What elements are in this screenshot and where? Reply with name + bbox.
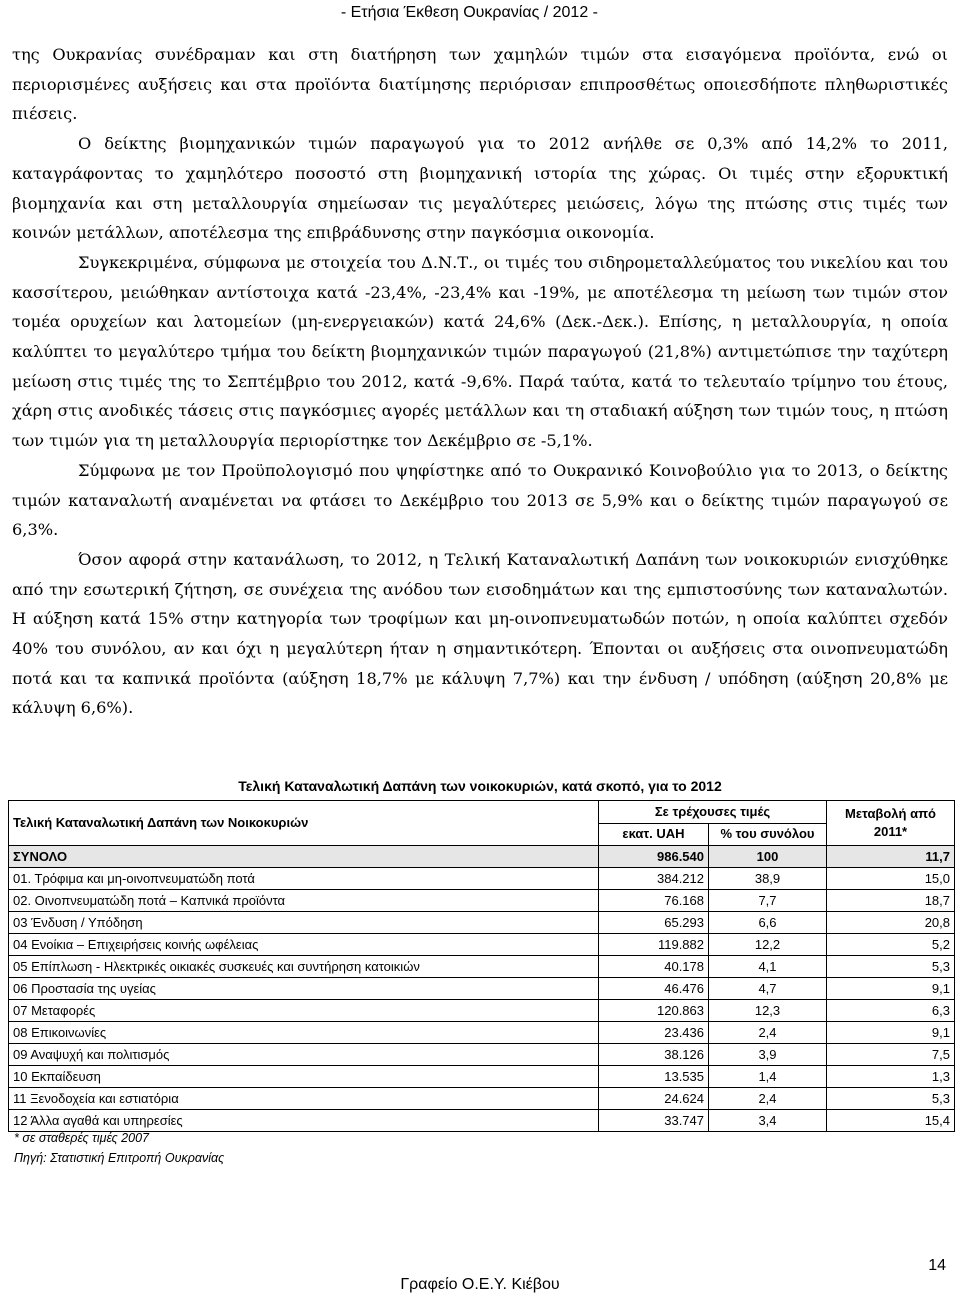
row-label: 05 Επίπλωση - Ηλεκτρικές οικιακές συσκευές και συντήρηση κατοικιών [9, 956, 599, 978]
row-uah: 23.436 [599, 1022, 709, 1044]
row-uah: 38.126 [599, 1044, 709, 1066]
table-header-change: Μεταβολή από 2011* [827, 801, 955, 846]
row-share: 12,2 [709, 934, 827, 956]
row-share: 38,9 [709, 868, 827, 890]
table-row [9, 1000, 955, 1022]
footnote-constant-prices: * σε σταθερές τιμές 2007 [14, 1131, 149, 1145]
row-change: 5,2 [827, 934, 955, 956]
row-share: 2,4 [709, 1088, 827, 1110]
row-label: 08 Επικοινωνίες [9, 1022, 599, 1044]
row-label: 09 Αναψυχή και πολιτισμός [9, 1044, 599, 1066]
row-label: 06 Προστασία της υγείας [9, 978, 599, 1000]
row-label: 01. Τρόφιμα και μη-οινοπνευματώδη ποτά [9, 868, 599, 890]
consumption-table [8, 800, 955, 1132]
table-row [9, 912, 955, 934]
row-change: 7,5 [827, 1044, 955, 1066]
row-change: 5,3 [827, 1088, 955, 1110]
table-row [9, 1110, 955, 1132]
row-share: 3,4 [709, 1110, 827, 1132]
table-total-row [9, 846, 955, 868]
row-label: 07 Μεταφορές [9, 1000, 599, 1022]
paragraph-5: Όσον αφορά στην κατανάλωση, το 2012, η Τελική Καταναλωτική Δαπάνη των νοικοκυριών ενισχύθηκε από την εσωτερική ζήτηση, σε συνέχεια της ανόδου των εισοδημάτων και της εμπιστοσύνης των καταναλωτών. Η αύξηση κατά 15% στην κατηγορία των τροφίμων και μη-οινοπνευματωδών ποτών, η οποία καλύπτει σχεδόν 40% του συνόλου, αν και όχι η μεγαλύτερη ήταν η σημαντικότερη. Έπονται οι αυξήσεις στα οινοπνευματώδη ποτά και τα καπνικά προϊόντα (αύξηση 18,7% με κάλυψη 7,7%) και την ένδυση / υπόδηση (αύξηση 20,8% με κάλυψη 6,6%). [12, 549, 948, 718]
total-label: ΣΥΝΟΛΟ [9, 846, 599, 868]
row-change: 15,0 [827, 868, 955, 890]
row-uah: 46.476 [599, 978, 709, 1000]
row-change: 15,4 [827, 1110, 955, 1132]
row-uah: 384.212 [599, 868, 709, 890]
page-footer: Γραφείο Ο.Ε.Υ. Κιέβου [400, 1276, 560, 1293]
paragraph-1: της Ουκρανίας συνέδραμαν και στη διατήρηση των χαμηλών τιμών στα εισαγόμενα προϊόντα, ενώ οι περιορισμένες αυξήσεις και στα προϊόντα διατίμησης περιόρισαν επιπροσθέτως οποιεσδήποτε πληθωριστικές πιέσεις. [12, 45, 948, 124]
page-number: 14 [928, 1257, 946, 1274]
row-change: 9,1 [827, 1022, 955, 1044]
row-uah: 24.624 [599, 1088, 709, 1110]
table-row [9, 1088, 955, 1110]
row-change: 1,3 [827, 1066, 955, 1088]
table-title: Τελική Καταναλωτική Δαπάνη των νοικοκυριών, κατά σκοπό, για το 2012 [238, 778, 722, 794]
running-header: - Ετήσια Έκθεση Ουκρανίας / 2012 - [340, 4, 598, 21]
row-uah: 65.293 [599, 912, 709, 934]
row-share: 2,4 [709, 1022, 827, 1044]
table-row [9, 868, 955, 890]
row-change: 9,1 [827, 978, 955, 1000]
paragraph-2: Ο δείκτης βιομηχανικών τιμών παραγωγού για το 2012 ανήλθε σε 0,3% από 14,2% το 2011, καταγράφοντας το χαμηλότερο ποσοστό στη βιομηχανική ιστορία της χώρας. Οι τιμές στην εξορυκτική βιομηχανία και στη μεταλλουργία σημείωσαν τις μεγαλύτερες μειώσεις, λόγω της πτώσης στις τιμές των κοινών μετάλλων, αποτέλεσμα της επιβράδυνσης στην παγκόσμια οικονομία. [12, 134, 948, 243]
total-change: 11,7 [827, 846, 955, 868]
row-share: 3,9 [709, 1044, 827, 1066]
row-change: 20,8 [827, 912, 955, 934]
table-header-uah: εκατ. UAH [599, 823, 709, 846]
table-header-share: % του συνόλου [709, 823, 827, 846]
row-uah: 13.535 [599, 1066, 709, 1088]
paragraph-4: Σύμφωνα με τον Προϋπολογισμό που ψηφίστηκε από το Ουκρανικό Κοινοβούλιο για το 2013, ο δείκτης τιμών καταναλωτή αναμένεται να φτάσει το Δεκέμβριο του 2013 σε 5,9% και ο δείκτης τιμών παραγωγού σε 6,3%. [12, 460, 948, 540]
row-label: 03 Ένδυση / Υπόδηση [9, 912, 599, 934]
row-uah: 119.882 [599, 934, 709, 956]
row-label: 04 Ενοίκια – Επιχειρήσεις κοινής ωφέλειας [9, 934, 599, 956]
total-uah: 986.540 [599, 846, 709, 868]
row-change: 18,7 [827, 890, 955, 912]
table-header-current-prices: Σε τρέχουσες τιμές [599, 801, 827, 824]
table-row [9, 890, 955, 912]
row-share: 4,1 [709, 956, 827, 978]
body-text [12, 40, 948, 723]
paragraph-3: Συγκεκριμένα, σύμφωνα με στοιχεία του Δ.Ν.Τ., οι τιμές του σιδηρομεταλλεύματος του νικελίου και του κασσίτερου, μειώθηκαν αντίστοιχα κατά -23,4%, -23,4% και -19%, με αποτέλεσμα τη μείωση των τιμών στον τομέα ορυχείων και λατομείων (μη-ενεργειακών) κατά 24,6% (Δεκ.-Δεκ.). Επίσης, η μεταλλουργία, η οποία καλύπτει το μεγαλύτερο τμήμα του δείκτη βιομηχανικών τιμών παραγωγού (21,8%) αντιμετώπισε την ταχύτερη μείωση στις τιμές της το Σεπτέμβριο του 2012, κατά -9,6%. Παρά ταύτα, κατά το τελευταίο τρίμηνο του έτους, χάρη στις ανοδικές τάσεις στις παγκόσμιες αγορές μετάλλων και τη σταδιακή αύξηση των τιμών τους, η πτώση των τιμών για τη μεταλλουργία περιορίστηκε τον Δεκέμβριο σε -5,1%. [12, 252, 948, 451]
row-label: 11 Ξενοδοχεία και εστιατόρια [9, 1088, 599, 1110]
row-uah: 76.168 [599, 890, 709, 912]
row-uah: 40.178 [599, 956, 709, 978]
row-uah: 120.863 [599, 1000, 709, 1022]
row-change: 5,3 [827, 956, 955, 978]
table-row [9, 956, 955, 978]
table-row [9, 1066, 955, 1088]
row-share: 12,3 [709, 1000, 827, 1022]
table-row [9, 978, 955, 1000]
row-label: 10 Εκπαίδευση [9, 1066, 599, 1088]
table-row [9, 1044, 955, 1066]
table-row [9, 1022, 955, 1044]
row-change: 6,3 [827, 1000, 955, 1022]
row-uah: 33.747 [599, 1110, 709, 1132]
row-share: 7,7 [709, 890, 827, 912]
table-header-label: Τελική Καταναλωτική Δαπάνη των Νοικοκυριών [9, 801, 599, 846]
row-share: 6,6 [709, 912, 827, 934]
row-share: 4,7 [709, 978, 827, 1000]
row-label: 12 Άλλα αγαθά και υπηρεσίες [9, 1110, 599, 1132]
row-share: 1,4 [709, 1066, 827, 1088]
total-share: 100 [709, 846, 827, 868]
row-label: 02. Οινοπνευματώδη ποτά – Καπνικά προϊόντα [9, 890, 599, 912]
footnote-source: Πηγή: Στατιστική Επιτροπή Ουκρανίας [14, 1151, 225, 1165]
table-row [9, 934, 955, 956]
